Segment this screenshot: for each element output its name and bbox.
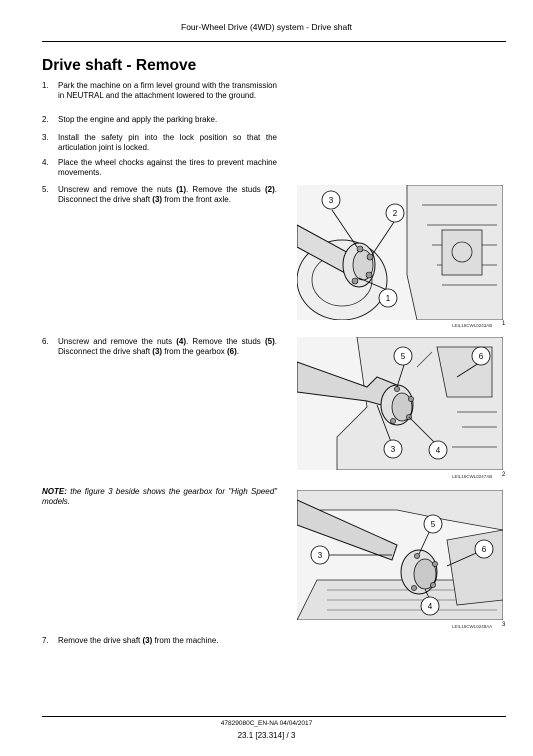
page-header: Four-Wheel Drive (4WD) system - Drive shaft xyxy=(181,22,352,32)
step-text: Stop the engine and apply the parking brake. xyxy=(58,115,218,124)
footer-divider xyxy=(42,716,506,717)
figure-3-code: LEIL16CWL0248AA xyxy=(452,624,493,629)
callout-3: 3 xyxy=(328,196,334,205)
footer-page-number: 23.1 [23.314] / 3 xyxy=(237,731,296,740)
callout-1: 1 xyxy=(385,294,391,303)
footer-document-id: 47829080C_EN-NA 04/04/2017 xyxy=(220,720,313,727)
step-2 xyxy=(42,115,277,125)
callout-3: 3 xyxy=(390,445,396,454)
step-text: Unscrew and remove the nuts (1). Remove the studs (2). Disconnect the drive shaft (3) from the front axle. xyxy=(58,185,277,205)
figure-3-callouts xyxy=(297,490,503,620)
callout-2: 2 xyxy=(392,209,398,218)
callout-5: 5 xyxy=(400,352,406,361)
callout-4: 4 xyxy=(435,446,441,455)
note-text: the figure 3 beside shows the gearbox for "High Speed" models. xyxy=(42,487,277,507)
callout-5: 5 xyxy=(430,520,436,529)
step-number: 7. xyxy=(42,636,49,645)
note-label: NOTE: xyxy=(42,487,67,496)
figure-1-callouts xyxy=(297,185,503,320)
step-number: 4. xyxy=(42,158,49,167)
step-number: 3. xyxy=(42,133,49,142)
callout-3: 3 xyxy=(317,551,323,560)
step-number: 2. xyxy=(42,115,49,124)
callout-6: 6 xyxy=(478,352,484,361)
step-text: Install the safety pin into the lock position so that the articulation joint is locked. xyxy=(58,133,277,153)
note-paragraph xyxy=(42,487,277,507)
figure-3-number: 3 xyxy=(502,622,506,628)
callout-4: 4 xyxy=(427,602,433,611)
step-number: 6. xyxy=(42,337,49,346)
figure-2-code: LEIL16CWL0247AB xyxy=(452,474,493,479)
step-number: 5. xyxy=(42,185,49,194)
step-text: Unscrew and remove the nuts (4). Remove the studs (5). Disconnect the drive shaft (3) from the gearbox (6). xyxy=(58,337,277,357)
step-text: Place the wheel chocks against the tires to prevent machine movements. xyxy=(58,158,277,178)
figure-1-number: 1 xyxy=(502,321,506,327)
figure-3-high-speed-gearbox xyxy=(297,490,503,620)
figure-2-number: 2 xyxy=(502,472,506,478)
figure-2-gearbox-drive-shaft xyxy=(297,337,503,470)
step-text: Remove the drive shaft (3) from the machine. xyxy=(58,636,219,645)
step-3 xyxy=(42,133,277,153)
figure-1-front-axle-drive-shaft xyxy=(297,185,503,320)
step-text: Park the machine on a firm level ground with the transmission in NEUTRAL and the attachment lowered to the ground. xyxy=(58,81,277,101)
step-5 xyxy=(42,185,277,205)
callout-6: 6 xyxy=(481,545,487,554)
step-6 xyxy=(42,337,277,357)
step-number: 1. xyxy=(42,81,49,90)
header-divider xyxy=(42,41,506,42)
step-4 xyxy=(42,158,277,178)
figure-1-code: LEIL16CWL0243AB xyxy=(452,323,493,328)
step-7 xyxy=(42,636,277,646)
step-1 xyxy=(42,81,277,101)
figure-2-callouts xyxy=(297,337,503,470)
page-title: Drive shaft - Remove xyxy=(42,57,197,74)
